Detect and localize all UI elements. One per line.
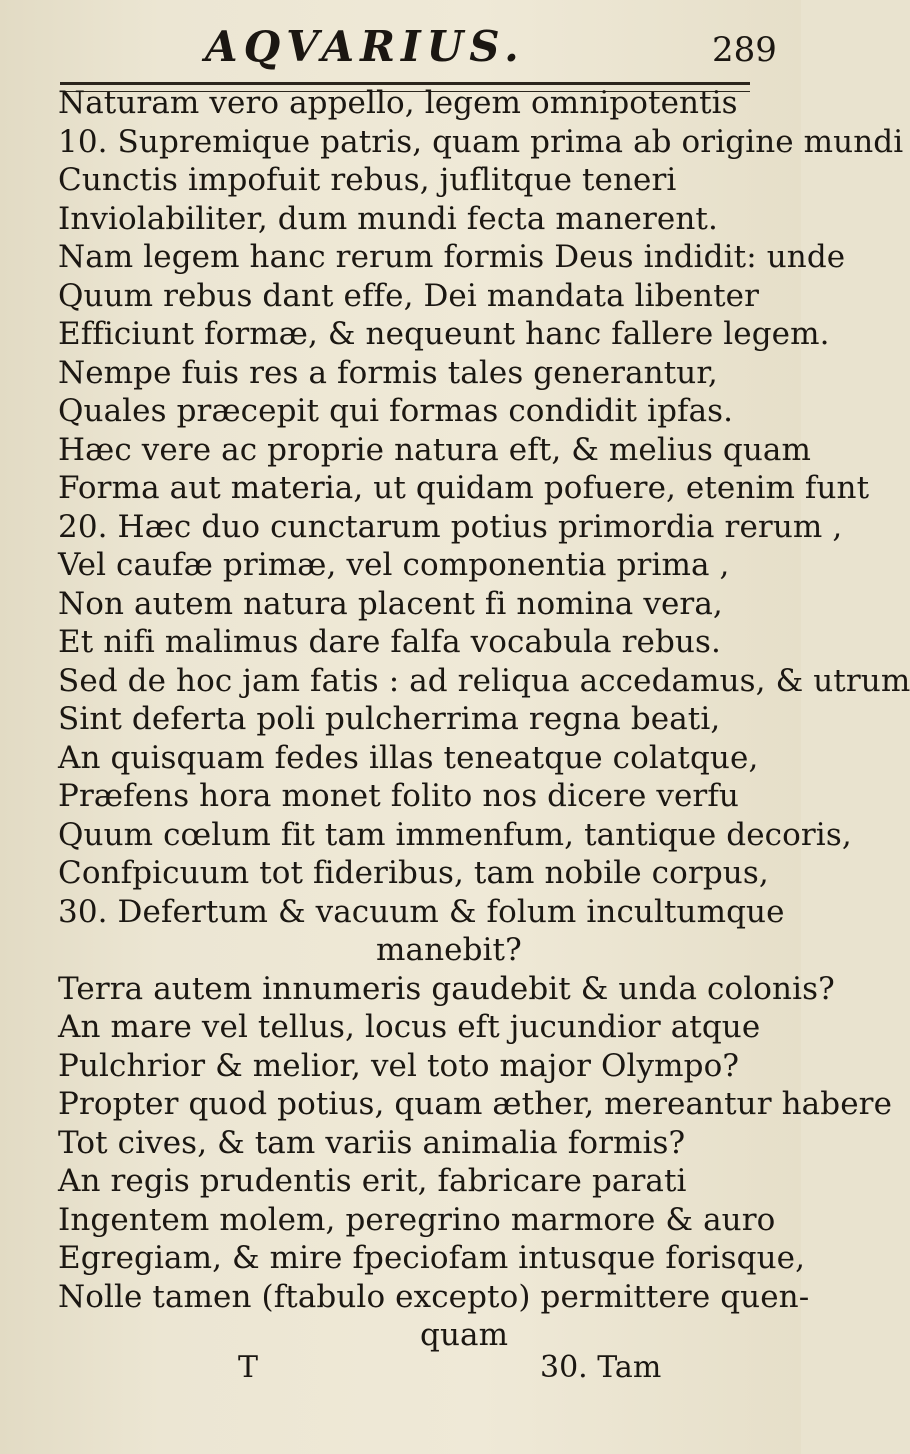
- verse-line: An regis prudentis erit, fabricare parati: [58, 1163, 687, 1199]
- verse-line-turnover: quam: [420, 1317, 509, 1353]
- verse-line: Et nifi malimus dare falfa vocabula rebus.: [58, 624, 721, 660]
- page-header: [0, 10, 801, 80]
- verse-line: Pulchrior & melior, vel toto major Olympo?: [58, 1047, 740, 1084]
- running-title: AQVARIUS.: [205, 22, 525, 71]
- verse-line: Egregiam, & mire fpeciofam intusque forisque,: [58, 1240, 806, 1276]
- verse-line: Nam legem hanc rerum formis Deus indidit: unde: [58, 239, 846, 275]
- verse-line: Tot cives, & tam variis animalia formis?: [58, 1124, 686, 1161]
- verse-line: Quum rebus dant effe, Dei mandata libenter: [58, 277, 760, 314]
- verse-line: Quum cœlum fit tam immenfum, tantique decoris,: [58, 816, 852, 853]
- verse-line: An quisquam fedes illas teneatque colatque,: [58, 739, 759, 776]
- verse-line: Præfens hora monet folito nos dicere verfu: [58, 778, 739, 814]
- verse-line: Quales præcepit qui formas condidit ipfas.: [58, 393, 734, 429]
- verse-line: Sed de hoc jam fatis : ad reliqua accedamus, & utrum: [58, 662, 910, 699]
- verse-line: Forma aut materia, ut quidam pofuere, etenim funt: [58, 470, 870, 506]
- verse-line: Nempe fuis res a formis tales generantur,: [58, 354, 718, 391]
- verse-line: Sint deferta poli pulcherrima regna beati,: [58, 701, 721, 737]
- verse-line: Naturam vero appello, legem omnipotentis: [58, 85, 738, 121]
- verse-line: Cunctis impofuit rebus, juflitque teneri: [58, 162, 677, 198]
- verse-text: [58, 84, 910, 1355]
- verse-line: An mare vel tellus, locus eft jucundior atque: [58, 1009, 761, 1045]
- verse-line: 10. Supremique patris, quam prima ab origine mundi: [58, 123, 904, 160]
- catchword: 30. Tam: [540, 1350, 662, 1385]
- verse-line: Hæc vere ac proprie natura eft, & melius quam: [58, 431, 812, 468]
- verse-line: Efficiunt formæ, & nequeunt hanc fallere legem.: [58, 316, 830, 352]
- verse-line: Terra autem innumeris gaudebit & unda colonis?: [58, 970, 835, 1007]
- page-number: 289: [712, 30, 777, 70]
- verse-line: Propter quod potius, quam æther, mereantur habere: [58, 1086, 893, 1122]
- verse-line: Confpicuum tot fideribus, tam nobile corpus,: [58, 855, 769, 891]
- verse-line-turnover: manebit?: [376, 932, 522, 968]
- verse-line: Inviolabiliter, dum mundi fecta manerent.: [58, 200, 718, 237]
- verse-line: 20. Hæc duo cunctarum potius primordia rerum ,: [58, 508, 843, 545]
- verse-line: Ingentem molem, peregrino marmore & auro: [58, 1201, 776, 1238]
- signature-mark: T: [238, 1350, 259, 1385]
- verse-line: Vel caufæ primæ, vel componentia prima ,: [58, 547, 730, 583]
- verse-line: Nolle tamen (ftabulo excepto) permittere quen-: [58, 1278, 810, 1315]
- verse-line: Non autem natura placent fi nomina vera,: [58, 585, 723, 622]
- verse-line: 30. Defertum & vacuum & folum incultumque: [58, 893, 785, 930]
